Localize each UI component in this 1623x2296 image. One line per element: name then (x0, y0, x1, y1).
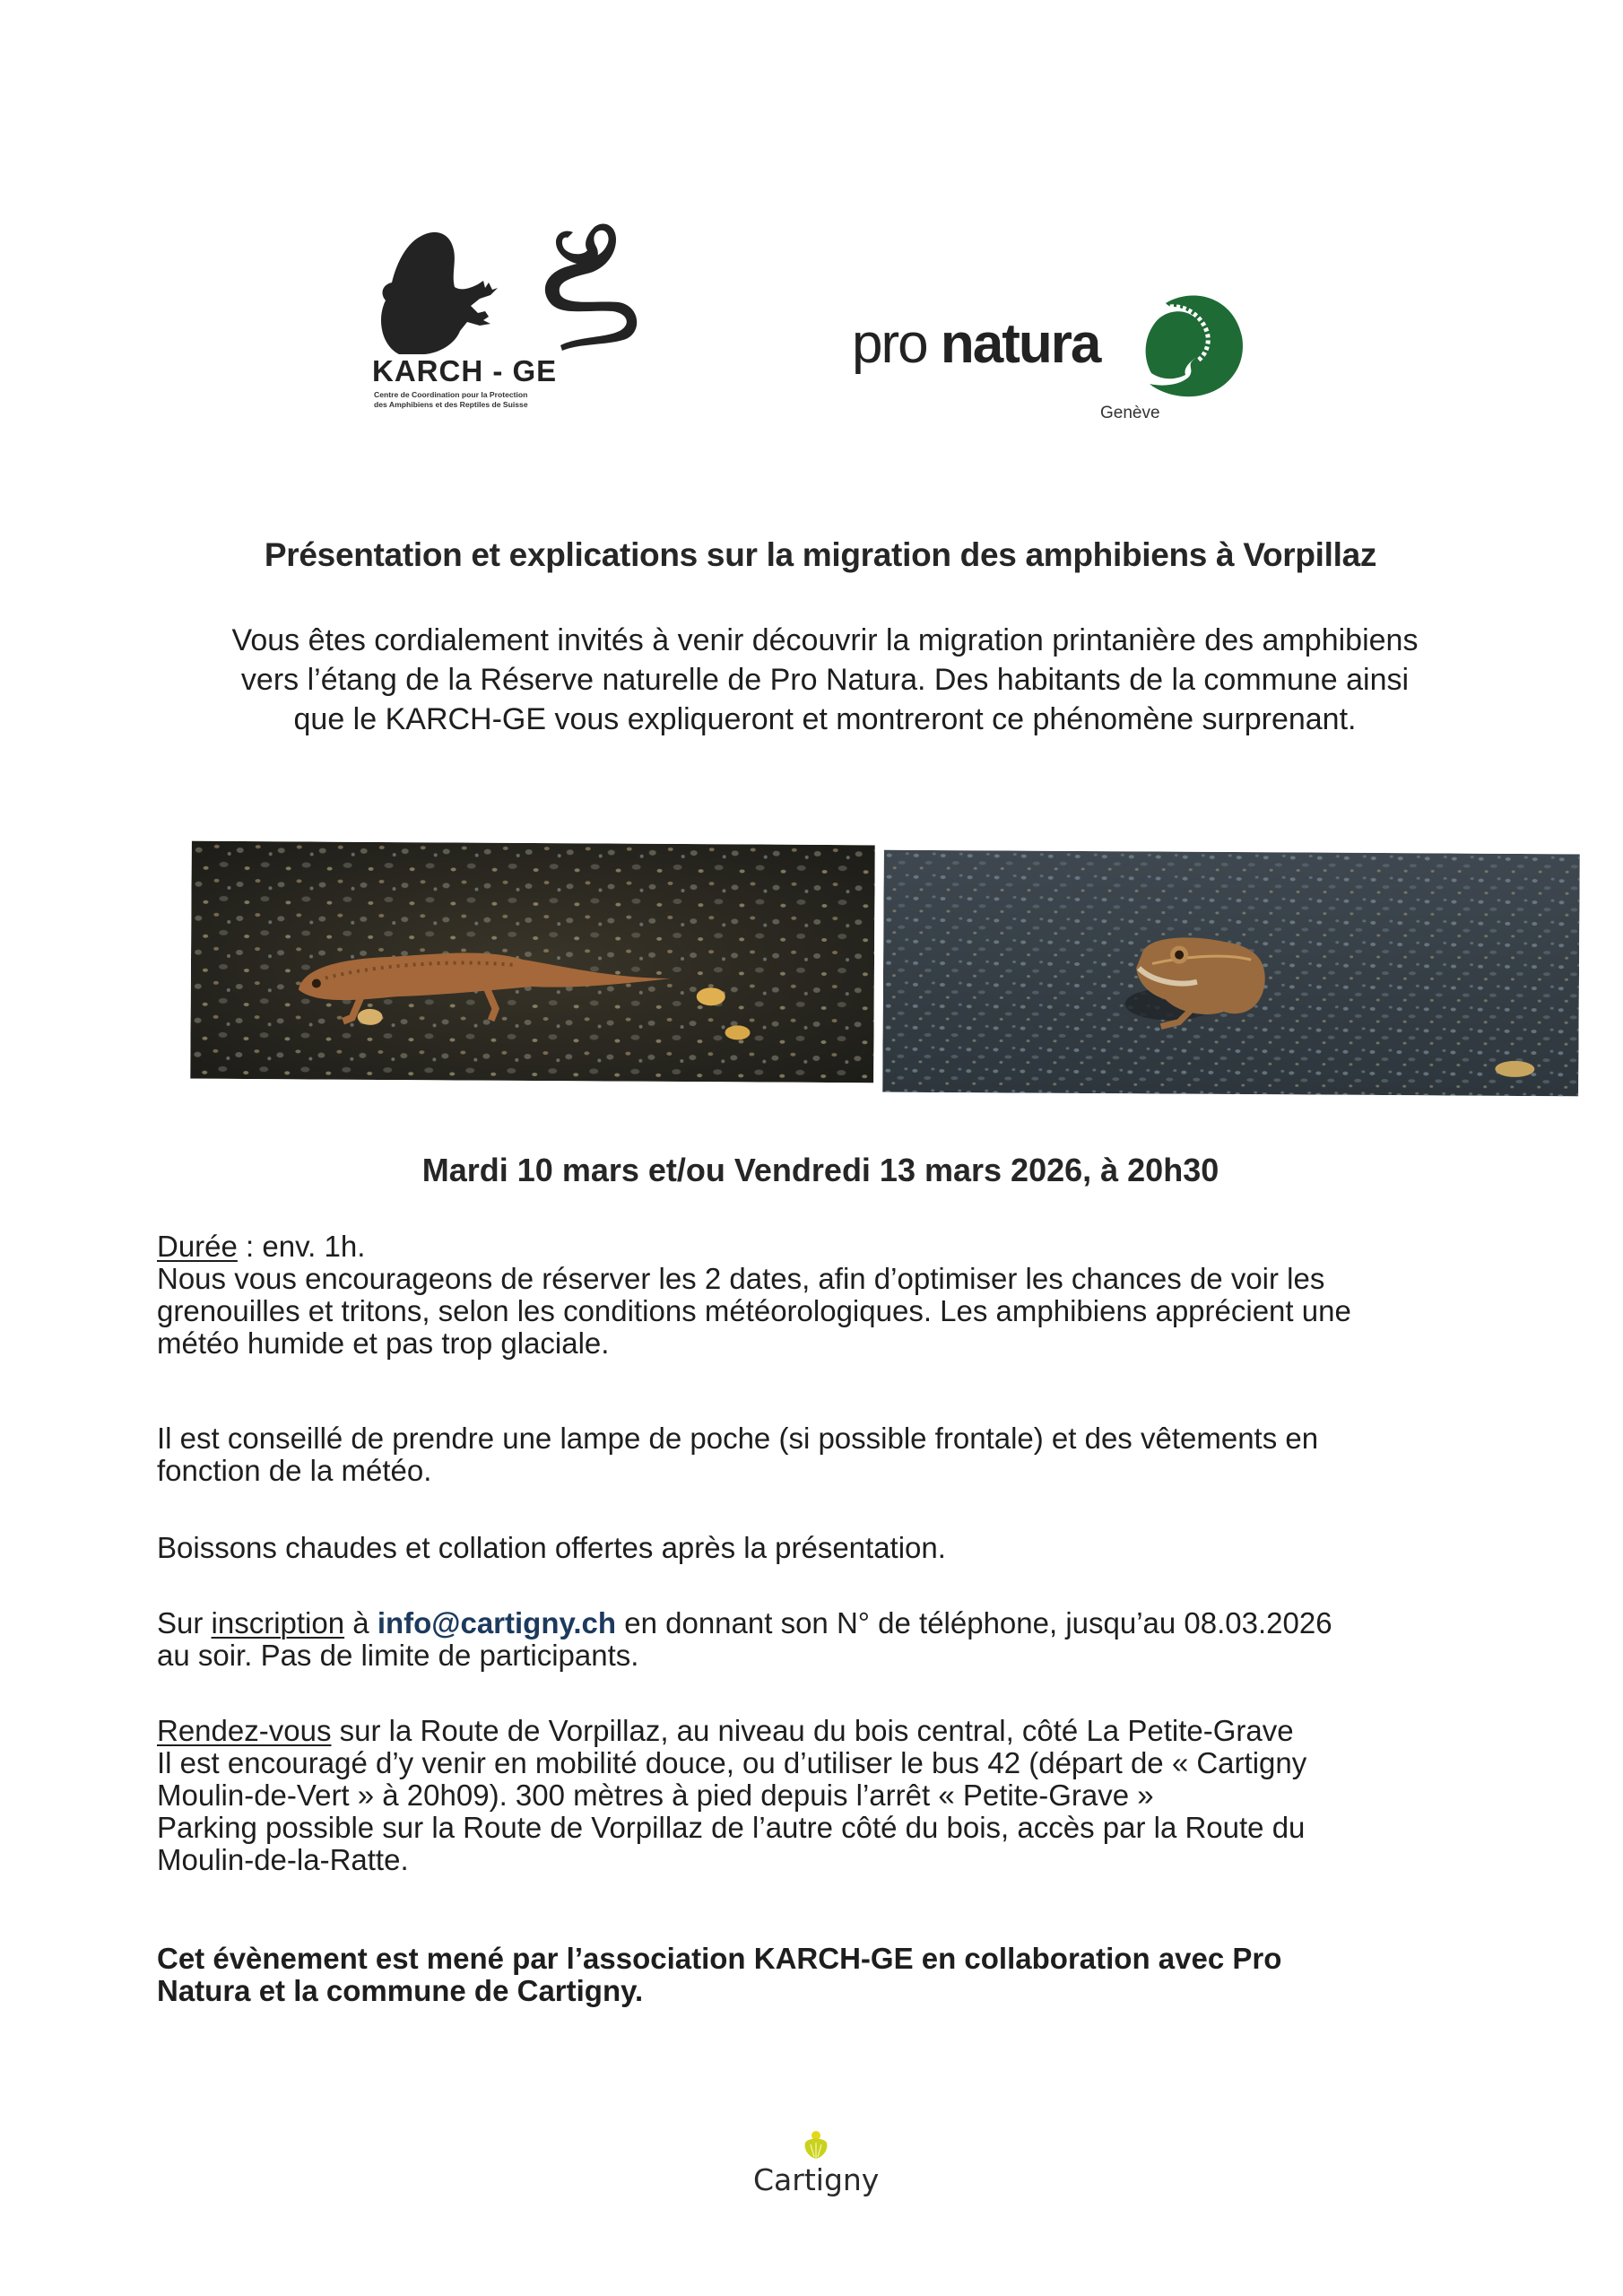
registration-prefix: Sur (157, 1606, 212, 1639)
encourage-line: grenouilles et tritons, selon les conditions météorologiques. Les amphibiens apprécient une (157, 1294, 1351, 1327)
duration-value: : env. 1h. (237, 1230, 366, 1263)
frog-on-road-image (882, 850, 1580, 1097)
meeting-line: Parking possible sur la Route de Vorpillaz de l’autre côté du bois, accès par la Route du (157, 1811, 1306, 1844)
duration-label: Durée (157, 1230, 238, 1263)
meeting-line: sur la Route de Vorpillaz, au niveau du bois central, côté La Petite-Grave (331, 1714, 1294, 1747)
meeting-line: Il est encouragé d’y venir en mobilité douce, ou d’utiliser le bus 42 (départ de « Cartigny (157, 1746, 1307, 1779)
pro-natura-region: Genève (1100, 404, 1160, 422)
karch-subtitle-line: des Amphibiens et des Reptiles de Suisse (374, 400, 528, 409)
page-title: Présentation et explications sur la migration des amphibiens à Vorpillaz (264, 536, 1377, 573)
pro-natura-word1: pro (852, 313, 927, 375)
encourage-line: météo humide et pas trop glaciale. (157, 1326, 610, 1360)
closing-statement (157, 1943, 1484, 2007)
karch-subtitle-line: Centre de Coordination pour la Protection (374, 390, 528, 399)
ibex-horn-icon (1130, 287, 1246, 404)
event-date: Mardi 10 mars et/ou Vendredi 13 mars 2026, à 20h30 (421, 1152, 1219, 1188)
karch-ge-logo (363, 220, 641, 422)
newt-photo (190, 841, 875, 1083)
intro-line: que le KARCH-GE vous expliqueront et montreront ce phénomène surprenant. (293, 702, 1357, 736)
meeting-line: Moulin-de-la-Ratte. (157, 1843, 409, 1876)
registration-line: au soir. Pas de limite de participants. (157, 1639, 639, 1672)
karch-logo-name: KARCH - GE (372, 354, 558, 387)
pro-natura-logo (852, 269, 1255, 430)
intro-paragraph (170, 621, 1480, 739)
pro-natura-wordmark (852, 312, 1099, 376)
newt-on-road-image (190, 841, 875, 1083)
pro-natura-word2: natura (940, 313, 1100, 375)
frog-snake-icon (372, 220, 641, 354)
registration-link[interactable]: inscription (211, 1606, 345, 1639)
meeting-section (157, 1715, 1484, 1876)
email-link[interactable]: info@cartigny.ch (377, 1606, 617, 1639)
duration-section (157, 1231, 1484, 1360)
registration-suffix: en donnant son N° de téléphone, jusqu’au 08.03.2026 (616, 1606, 1332, 1639)
cartigny-wordmark: Cartigny (753, 2162, 880, 2197)
closing-line: Natura et la commune de Cartigny. (157, 1974, 644, 2007)
cartigny-logo (744, 2130, 888, 2202)
registration-section (157, 1607, 1484, 1672)
wheat-sheaf-icon (802, 2130, 830, 2161)
intro-line: vers l’étang de la Réserve naturelle de Pro Natura. Des habitants de la commune ainsi (240, 663, 1410, 697)
meeting-line: Moulin-de-Vert » à 20h09). 300 mètres à pied depuis l’arrêt « Petite-Grave » (157, 1779, 1154, 1812)
registration-middle: à (344, 1606, 378, 1639)
advice-line: fonction de la météo. (157, 1454, 432, 1487)
frog-photo (882, 850, 1580, 1097)
intro-line: Vous êtes cordialement invités à venir découvrir la migration printanière des amphibiens (231, 623, 1419, 657)
drinks-note (157, 1532, 1484, 1564)
drinks-line: Boissons chaudes et collation offertes après la présentation. (157, 1531, 946, 1564)
closing-line: Cet évènement est mené par l’association KARCH-GE en collaboration avec Pro (157, 1942, 1282, 1975)
karch-logo-subtitle (374, 390, 643, 410)
advice-section (157, 1422, 1484, 1487)
meeting-label: Rendez-vous (157, 1714, 332, 1747)
advice-line: Il est conseillé de prendre une lampe de poche (si possible frontale) et des vêtements en (157, 1422, 1319, 1455)
encourage-line: Nous vous encourageons de réserver les 2 dates, afin d’optimiser les chances de voir les (157, 1262, 1325, 1295)
